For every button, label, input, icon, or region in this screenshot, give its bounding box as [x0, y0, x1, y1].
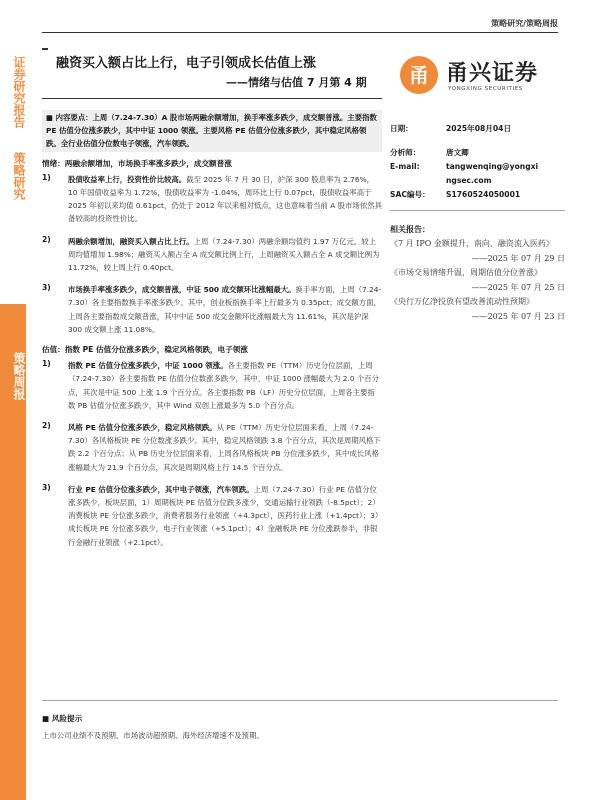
- summary-label: 内容要点：: [55, 113, 93, 122]
- analyst-row: [390, 146, 565, 160]
- title-divider: [42, 98, 382, 99]
- date-value: 2025年08月04日: [446, 124, 512, 133]
- item-number: 3): [42, 482, 51, 492]
- page-title: 融资买入额占比上行，电子引领成长估值上涨: [56, 56, 317, 71]
- risk-text: 上市公司业绩不及预期、市场波动超预期、海外经济增速不及预期。: [42, 731, 264, 741]
- email-value[interactable]: [446, 160, 565, 188]
- analyst-value: 唐文卿: [446, 148, 469, 157]
- item-text: 上周（7.24-7.30）行业 PE 估值分位涨多跌少，板块层面，1）周期板块 PE 估值分位跌多涨少，交通运输行业领跌（-8.5pct）；2）消费板块 PE 分位涨多跌少，消费者服务行业领涨（+4.3pct），医药行业上涨（+1.4pct）；3）成长板块 PE 分位涨多跌少，电子行业领涨（+5.1pct）；4）金融板块 PE 分位涨跌参半，非银行金融行业领涨（+2.1pct）。: [68, 484, 380, 547]
- item-body: [68, 359, 382, 412]
- risk-divider: [42, 700, 558, 701]
- valuation-heading: 估值：指数 PE 估值分位涨多跌少，稳定风格领跌，电子领涨: [42, 345, 248, 355]
- item-text: 截至 2025 年 7 月 30 日，沪深 300 股息率为 2.76%，10 年国债收益率为 1.72%，股债收益率为 -1.04%，周环比上行 0.07pct，股债收益率高于 2025 年初以来均值 0.61pct，仍处于 2012 年以来相对低点，这也意味着当前 A 股市场依然具备较高的投资性价比。: [68, 174, 382, 224]
- sidebar-block-label: 策略周报: [12, 352, 26, 400]
- item-body: [68, 421, 382, 474]
- item-text: 换手率方面，上周（7.24-7.30）各主要指数换手率涨多跌少。其中，创业板指换手率上行最多为 0.35pct；成交额方面，上周各主要指数成交额普涨，其中中证 500 成交金额环比涨幅最大为 11.61%，其次是沪深 300 成交额上涨 11.08%。: [68, 285, 382, 334]
- sidebar-report-type: 证券研究报告: [12, 56, 26, 128]
- logo-mark-icon: 甬: [400, 56, 438, 94]
- related-title: 相关报告：: [390, 225, 430, 234]
- sidebar-section: 策略研究: [12, 152, 26, 200]
- item-lead: 两融余额增加，融资买入额占比上行。: [68, 236, 194, 246]
- item-text: 从 PE（TTM）历史分位层面来看，上周（7.24-7.30）各风格板块 PE 分位数涨多跌少。其中，稳定风格领跌 3.8 个百分点，其次是周期风格下跌 2.2 个百分点；从 PB 历史分位层面来看，上周各风格板块 PB 分位涨多跌少，其中成长风格涨幅最大为 21.9 个百分点，其次是周期风格上行 14.5 个百分点。: [68, 423, 381, 472]
- item-lead: 市场换手率涨多跌少，成交额普涨，中证 500 成交额环比涨幅最大。: [68, 285, 296, 295]
- related-report-link[interactable]: 《市场交易情绪升温，周期估值分位普涨》: [390, 268, 542, 277]
- email-value-line-2: ngsec.com: [446, 176, 492, 185]
- valuation-item: [42, 421, 382, 474]
- date-row: [390, 122, 565, 136]
- logo-name: 甬兴证券: [446, 61, 539, 86]
- related-report-date: ——2025 年 07 月 23 日: [471, 311, 565, 321]
- risk-heading-text: 风险提示: [51, 714, 83, 723]
- logo-subtitle: YONGXING SECURITIES: [448, 86, 523, 92]
- summary-marker-icon: ■: [46, 113, 56, 122]
- summary-block: [42, 110, 382, 152]
- related-report-date: ——2025 年 07 月 25 日: [471, 282, 565, 292]
- report-category: 策略研究/策略周报: [491, 19, 558, 28]
- company-logo: [400, 54, 570, 98]
- title-marker: [42, 48, 48, 50]
- item-number: 3): [42, 283, 51, 293]
- page-subtitle: ——情绪与估值 7 月第 4 期: [226, 76, 367, 89]
- item-text: 各主要指数 PE（TTM）历史分位层面，上周（7.24-7.30）各主要指数 PE 估值分位数涨多跌少，其中，中证 1000 涨幅最大为 2.0 个百分点，其次是中证 500 上涨 1.9 个百分点。各主要指数 PB（LF）历史分位层面，上周各主要指数 PB 估值分位涨多跌少，其中 Wind 双创上涨最多为 5.0 个百分点。: [68, 361, 380, 410]
- email-label: E-mail:: [390, 162, 420, 171]
- item-body: [68, 483, 382, 549]
- item-number: 1): [42, 359, 51, 369]
- valuation-item: [42, 483, 382, 549]
- sentiment-heading: 情绪：两融余额增加，市场换手率涨多跌少，成交额普涨: [42, 158, 232, 168]
- item-body: [68, 173, 382, 226]
- sentiment-item: [42, 173, 382, 226]
- report-info: [390, 122, 565, 324]
- item-body: [68, 235, 382, 275]
- item-body: [68, 283, 382, 336]
- item-lead: 指数 PE 估值分位涨多跌少，中证 1000 领涨。: [68, 361, 228, 371]
- main-content: [42, 110, 382, 549]
- sac-label: SAC编号：: [390, 190, 430, 199]
- sac-row: [390, 188, 565, 202]
- valuation-item: [42, 359, 382, 412]
- sac-value: S1760524050001: [446, 190, 521, 199]
- risk-heading: [42, 712, 558, 725]
- summary-text: 上周（7.24-7.30）A 股市场两融余额增加，换手率涨多跌少，成交额普涨。主要指数 PE 估值分位涨多跌少，其中中证 1000 领涨。主要风格 PE 估值分位涨多跌少，其中稳定风格领跌。全行业估值分位数电子领涨，汽车领跌。: [46, 113, 377, 149]
- item-text: 上周（7.24-7.30）两融余额均值约 1.97 万亿元，较上周均值增加 1.98%；融资买入额占全 A 成交额比例上行，上周融资买入额占全 A 成交额比例为 11.72%，较上周上行 0.40pct。: [68, 236, 380, 273]
- info-divider: [390, 210, 565, 211]
- risk-section: [42, 712, 558, 742]
- related-report-date: ——2025 年 07 月 29 日: [471, 253, 565, 263]
- item-number: 1): [42, 172, 51, 182]
- item-number: 2): [42, 421, 51, 431]
- email-value-line-1: tangwenqing@yongxi: [446, 162, 539, 171]
- sentiment-item: [42, 235, 382, 275]
- email-row: [390, 160, 565, 188]
- related-report-link[interactable]: 《央行万亿净投放有望改善流动性预期》: [390, 297, 534, 306]
- header-divider: [42, 32, 558, 33]
- item-lead: 股债收益率上行，投资性价比较高。: [68, 174, 187, 184]
- item-number: 2): [42, 234, 51, 244]
- related-report-link[interactable]: 《7 月 IPO 金额提升，南向、融资流入医药》: [390, 239, 554, 248]
- date-label: 日期：: [390, 124, 413, 133]
- risk-marker-icon: ■: [42, 714, 52, 723]
- item-lead: 行业 PE 估值分位涨多跌少，其中电子领涨，汽车领跌。: [68, 484, 254, 494]
- analyst-label: 分析师：: [390, 148, 421, 157]
- sentiment-item: [42, 283, 382, 336]
- item-lead: 风格 PE 估值分位涨多跌少，稳定风格领跌。: [68, 423, 217, 433]
